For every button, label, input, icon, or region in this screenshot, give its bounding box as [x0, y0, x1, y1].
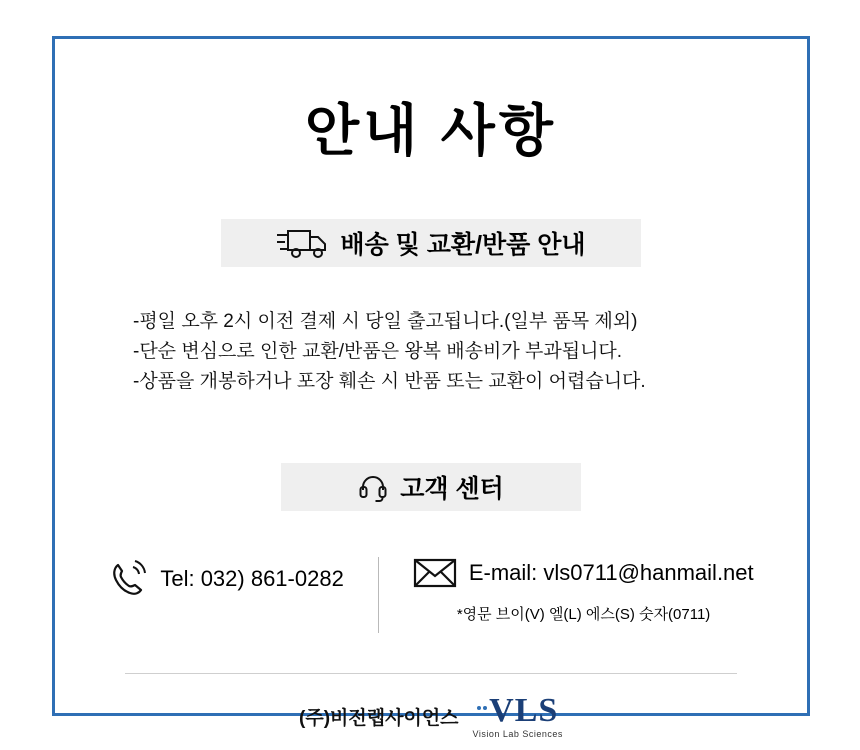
page-title: 안내 사항 — [305, 99, 557, 162]
phone-ring-icon — [108, 557, 148, 601]
footer-divider — [125, 673, 737, 674]
logo-wordmark: VLS — [489, 692, 559, 730]
list-item: -평일 오후 2시 이전 결제 시 당일 출고됩니다.(일부 품목 제외) — [133, 311, 638, 332]
shipping-bullet-list — [55, 307, 807, 397]
logo-mark — [477, 694, 558, 728]
email-note: *영문 브이(V) 엘(L) 에스(S) 숫자(0711) — [456, 606, 711, 624]
email-address: E-mail: vls0711@hanmail.net — [468, 560, 754, 586]
email-row — [413, 557, 754, 589]
truck-icon — [276, 226, 328, 260]
support-section-label: 고객 센터 — [400, 475, 504, 504]
notice-card — [52, 36, 810, 740]
logo-dots-icon — [477, 706, 487, 710]
contact-row — [55, 557, 807, 633]
phone-contact — [108, 557, 377, 601]
headset-icon — [358, 472, 388, 502]
shipping-section-label: 배송 및 교환/반품 안내 — [340, 231, 586, 259]
footer — [55, 694, 807, 739]
phone-number: Tel: 032) 861-0282 — [160, 566, 344, 592]
list-item: -단순 변심으로 인한 교환/반품은 왕복 배송비가 부과됩니다. — [133, 341, 623, 363]
company-name: (주)비전랩사이언스 — [299, 708, 459, 730]
support-section-banner — [281, 463, 581, 511]
logo-subtitle: Vision Lab Sciences — [472, 729, 563, 740]
list-item: -상품을 개봉하거나 포장 훼손 시 반품 또는 교환이 어렵습니다. — [133, 371, 646, 393]
email-contact — [379, 557, 754, 624]
envelope-icon — [413, 557, 457, 589]
vls-logo — [473, 694, 563, 739]
shipping-section-banner — [221, 219, 641, 267]
